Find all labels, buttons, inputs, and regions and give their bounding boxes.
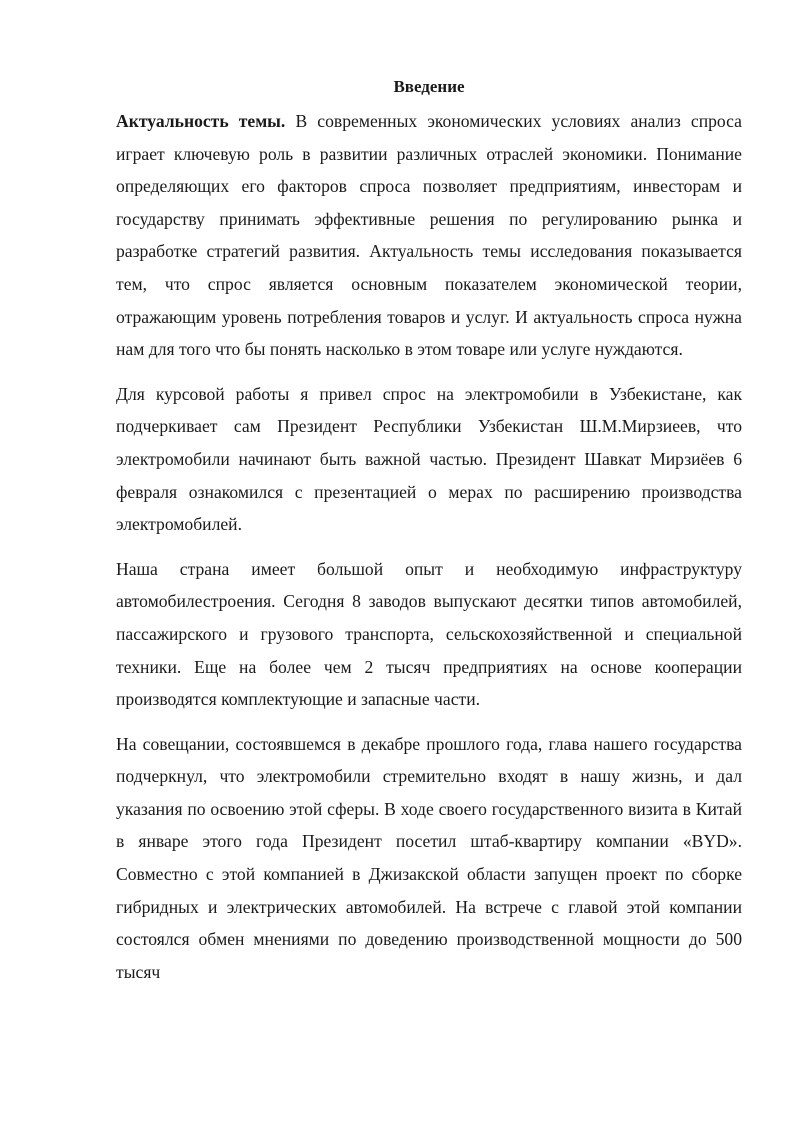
paragraph-coursework: Для курсовой работы я привел спрос на электромобили в Узбекистане, как подчеркивает сам Президент Республики Узбекистан Ш.М.Мирзиеев, что электромобили начинают быть важной частью. Президент Шавкат Мирзиёев 6 февраля ознакомился с презентацией о мерах по расширению производства электромобилей. (116, 383, 742, 535)
section-title: Введение (393, 77, 465, 96)
relevance-lead: Актуальность темы. (116, 111, 286, 131)
document-page (116, 70, 742, 1000)
paragraph-meeting: На совещании, состоявшемся в декабре прошлого года, глава нашего государства подчеркнул, что электромобили стремительно входят в нашу жизнь, и дал указания по освоению этой сферы. В ходе своего государственного визита в Китай в январе этого года Президент посетил штаб-квартиру компании «BYD». Совместно с этой компанией в Джизакской области запущен проект по сборке гибридных и электрических автомобилей. На встрече с главой этой компании состоялся обмен мнениями по доведению производственной мощности до 500 тысяч (116, 733, 742, 982)
paragraph-relevance (116, 105, 742, 366)
paragraph-text: В современных экономических условиях анализ спроса играет ключевую роль в развитии различных отраслей экономики. Понимание определяющих его факторов спроса позволяет предприятиям, инвесторам и государству принимать эффективные решения по регулированию рынка и разработке стратегий развития. Актуальность темы исследования показывается тем, что спрос является основным показателем экономической теории, отражающим уровень потребления товаров и услуг. И актуальность спроса нужна нам для того что бы понять насколько в этом товаре или услуге нуждаются. (116, 111, 742, 360)
paragraph-industry: Наша страна имеет большой опыт и необходимую инфраструктуру автомобилестроения. Сегодня 8 заводов выпускают десятки типов автомобилей, пассажирского и грузового транспорта, сельскохозяйственной и специальной техники. Еще на более чем 2 тысяч предприятиях на основе кооперации производятся комплектующие и запасные части. (116, 558, 742, 710)
